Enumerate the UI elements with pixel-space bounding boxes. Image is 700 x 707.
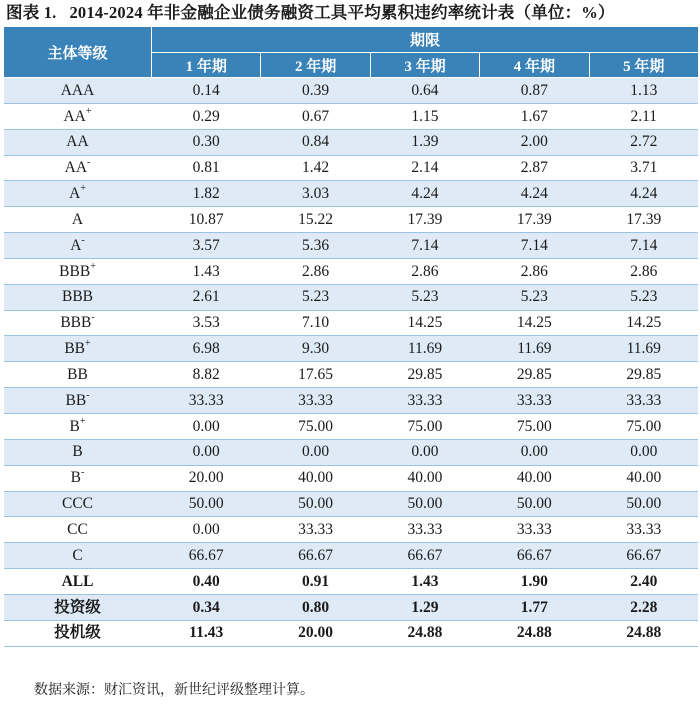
rating-cell — [4, 310, 152, 336]
rate-cell: 0.67 — [261, 103, 370, 129]
rate-cell: 50.00 — [152, 491, 261, 517]
rate-cell: 7.14 — [589, 233, 698, 259]
rate-cell: 0.87 — [480, 78, 589, 104]
rate-cell: 40.00 — [480, 465, 589, 491]
rate-cell: 50.00 — [480, 491, 589, 517]
rate-cell: 8.82 — [152, 362, 261, 388]
rate-cell: 33.33 — [480, 517, 589, 543]
rate-cell: 11.69 — [480, 336, 589, 362]
rate-cell: 11.43 — [152, 620, 261, 646]
rate-cell: 14.25 — [480, 310, 589, 336]
rate-cell: 17.39 — [370, 207, 479, 233]
rate-cell: 17.65 — [261, 362, 370, 388]
table-row — [4, 543, 699, 569]
rate-cell: 1.90 — [480, 569, 589, 595]
rate-cell: 75.00 — [480, 413, 589, 439]
rate-cell: 1.67 — [480, 103, 589, 129]
rating-label: 投资级 — [54, 598, 101, 616]
rating-modifier: + — [79, 415, 86, 427]
table-body — [4, 78, 699, 647]
rate-cell: 29.85 — [480, 362, 589, 388]
rate-cell: 7.10 — [261, 310, 370, 336]
rating-label: A — [70, 236, 82, 254]
rate-cell: 0.00 — [152, 439, 261, 465]
rate-cell: 17.39 — [589, 207, 698, 233]
rate-cell: 33.33 — [261, 388, 370, 414]
rate-cell: 24.88 — [480, 620, 589, 646]
rating-modifier: + — [90, 260, 96, 272]
rating-cell — [4, 207, 152, 233]
table-row — [4, 258, 699, 284]
rate-cell: 0.00 — [261, 439, 370, 465]
rate-cell: 6.98 — [152, 336, 261, 362]
table-row — [4, 103, 699, 129]
rating-label: B — [72, 443, 83, 461]
rate-cell: 11.69 — [589, 336, 698, 362]
rate-cell: 75.00 — [370, 413, 479, 439]
table-header — [4, 27, 699, 78]
rate-cell: 33.33 — [261, 517, 370, 543]
rate-cell: 4.24 — [370, 181, 479, 207]
rate-cell: 0.14 — [152, 78, 261, 104]
rate-cell: 33.33 — [589, 517, 698, 543]
rating-cell — [4, 362, 152, 388]
rating-cell — [4, 543, 152, 569]
rate-cell: 14.25 — [589, 310, 698, 336]
rate-cell: 4.24 — [589, 181, 698, 207]
rate-cell: 2.86 — [370, 258, 479, 284]
rating-modifier: - — [86, 389, 90, 401]
rate-cell: 2.72 — [589, 129, 698, 155]
rate-cell: 5.23 — [589, 284, 698, 310]
rating-modifier: + — [85, 338, 91, 350]
rate-cell: 75.00 — [589, 413, 698, 439]
rating-label: CCC — [61, 495, 93, 513]
rate-cell: 3.53 — [152, 310, 261, 336]
rate-cell: 0.00 — [152, 413, 261, 439]
rating-cell — [4, 129, 152, 155]
rating-label: B — [69, 417, 80, 435]
rate-cell: 3.71 — [589, 155, 698, 181]
rating-modifier: + — [80, 183, 86, 195]
rate-cell: 75.00 — [261, 413, 370, 439]
period-header-3y: 3 年期 — [370, 53, 479, 78]
rate-cell: 33.33 — [152, 388, 261, 414]
rate-cell: 2.28 — [589, 594, 698, 620]
rate-cell: 2.61 — [152, 284, 261, 310]
rating-cell — [4, 336, 152, 362]
rate-cell: 14.25 — [370, 310, 479, 336]
rate-cell: 33.33 — [370, 388, 479, 414]
rating-column-header: 主体等级 — [4, 27, 152, 78]
rating-modifier: + — [85, 105, 92, 117]
rating-cell — [4, 620, 152, 646]
rate-cell: 4.24 — [480, 181, 589, 207]
rating-cell — [4, 594, 152, 620]
rate-cell: 66.67 — [261, 543, 370, 569]
rating-modifier: - — [81, 467, 85, 479]
rating-label: C — [72, 546, 83, 564]
rating-cell — [4, 491, 152, 517]
period-header-5y: 5 年期 — [589, 53, 698, 78]
rate-cell: 11.69 — [370, 336, 479, 362]
rating-cell — [4, 78, 152, 104]
rating-label: BBB — [59, 262, 91, 280]
rate-cell: 1.42 — [261, 155, 370, 181]
rate-cell: 66.67 — [480, 543, 589, 569]
rating-cell — [4, 465, 152, 491]
table-row — [4, 336, 699, 362]
rate-cell: 40.00 — [370, 465, 479, 491]
rate-cell: 1.13 — [589, 78, 698, 104]
rate-cell: 20.00 — [261, 620, 370, 646]
rate-cell: 0.00 — [480, 439, 589, 465]
table-row — [4, 181, 699, 207]
rating-modifier: - — [87, 157, 91, 169]
rate-cell: 0.00 — [589, 439, 698, 465]
table-row — [4, 594, 699, 620]
rate-cell: 66.67 — [589, 543, 698, 569]
table-row — [4, 465, 699, 491]
rate-cell: 40.00 — [261, 465, 370, 491]
table-row — [4, 233, 699, 259]
table-row — [4, 413, 699, 439]
period-group-header: 期限 — [152, 27, 699, 53]
table-row — [4, 284, 699, 310]
table-row — [4, 207, 699, 233]
rate-cell: 33.33 — [480, 388, 589, 414]
rate-cell: 50.00 — [589, 491, 698, 517]
rating-label: B — [70, 469, 81, 487]
rate-cell: 0.84 — [261, 129, 370, 155]
rate-cell: 0.91 — [261, 569, 370, 595]
table-row — [4, 78, 699, 104]
rate-cell: 1.43 — [152, 258, 261, 284]
rating-label: BB — [65, 391, 87, 409]
rating-cell — [4, 439, 152, 465]
table-row — [4, 155, 699, 181]
rate-cell: 0.30 — [152, 129, 261, 155]
rate-cell: 5.23 — [261, 284, 370, 310]
rate-cell: 20.00 — [152, 465, 261, 491]
table-row — [4, 620, 699, 646]
rate-cell: 0.64 — [370, 78, 479, 104]
rating-label: AA — [64, 159, 88, 177]
rating-label: ALL — [61, 572, 94, 590]
rate-cell: 0.81 — [152, 155, 261, 181]
rating-cell — [4, 181, 152, 207]
rate-cell: 7.14 — [370, 233, 479, 259]
rating-label: BB — [64, 340, 86, 358]
rating-cell — [4, 258, 152, 284]
period-header-2y: 2 年期 — [261, 53, 370, 78]
rating-modifier: - — [91, 312, 95, 324]
rate-cell: 2.14 — [370, 155, 479, 181]
rate-cell: 2.86 — [261, 258, 370, 284]
rate-cell: 9.30 — [261, 336, 370, 362]
rating-label: AAA — [60, 81, 95, 99]
rating-label: CC — [67, 521, 88, 539]
rating-label: BB — [67, 365, 88, 383]
rate-cell: 1.15 — [370, 103, 479, 129]
rating-label: AA — [66, 133, 89, 151]
rate-cell: 24.88 — [370, 620, 479, 646]
rating-label: A — [69, 185, 81, 203]
rate-cell: 2.87 — [480, 155, 589, 181]
table-row — [4, 129, 699, 155]
rate-cell: 2.86 — [480, 258, 589, 284]
rate-cell: 3.57 — [152, 233, 261, 259]
rating-cell — [4, 517, 152, 543]
rate-cell: 7.14 — [480, 233, 589, 259]
table-row — [4, 491, 699, 517]
rate-cell: 15.22 — [261, 207, 370, 233]
rating-modifier: - — [81, 234, 85, 246]
rating-label: BBB — [61, 288, 93, 306]
rate-cell: 33.33 — [370, 517, 479, 543]
rating-label: A — [71, 210, 84, 228]
rate-cell: 2.00 — [480, 129, 589, 155]
rate-cell: 1.77 — [480, 594, 589, 620]
rating-cell — [4, 569, 152, 595]
rating-cell — [4, 155, 152, 181]
rate-cell: 29.85 — [589, 362, 698, 388]
rate-cell: 3.03 — [261, 181, 370, 207]
rate-cell: 66.67 — [152, 543, 261, 569]
rating-cell — [4, 233, 152, 259]
rating-label: BBB — [60, 314, 92, 332]
rating-cell — [4, 284, 152, 310]
table-row — [4, 388, 699, 414]
rate-cell: 40.00 — [589, 465, 698, 491]
rate-cell: 2.11 — [589, 103, 698, 129]
rating-label: AA — [63, 107, 86, 125]
rating-cell — [4, 388, 152, 414]
rate-cell: 5.23 — [370, 284, 479, 310]
rate-cell: 5.23 — [480, 284, 589, 310]
rate-cell: 1.39 — [370, 129, 479, 155]
table-row — [4, 517, 699, 543]
rate-cell: 33.33 — [589, 388, 698, 414]
rate-cell: 0.40 — [152, 569, 261, 595]
period-header-1y: 1 年期 — [152, 53, 261, 78]
rating-label: 投机级 — [54, 624, 101, 642]
rate-cell: 1.43 — [370, 569, 479, 595]
rate-cell: 29.85 — [370, 362, 479, 388]
data-source-note: 数据来源：财汇资讯，新世纪评级整理计算。 — [34, 683, 314, 698]
table-row — [4, 439, 699, 465]
rate-cell: 0.39 — [261, 78, 370, 104]
table-row — [4, 310, 699, 336]
table-title: 图表 1. 2014-2024 年非金融企业债务融资工具平均累积违约率统计表（单位：%） — [6, 3, 615, 22]
table-row — [4, 362, 699, 388]
rate-cell: 2.86 — [589, 258, 698, 284]
rate-cell: 24.88 — [589, 620, 698, 646]
rate-cell: 0.00 — [152, 517, 261, 543]
rating-cell — [4, 413, 152, 439]
period-header-4y: 4 年期 — [480, 53, 589, 78]
rate-cell: 0.29 — [152, 103, 261, 129]
rate-cell: 17.39 — [480, 207, 589, 233]
rate-cell: 66.67 — [370, 543, 479, 569]
rate-cell: 1.29 — [370, 594, 479, 620]
rate-cell: 10.87 — [152, 207, 261, 233]
rating-cell — [4, 103, 152, 129]
rate-cell: 0.80 — [261, 594, 370, 620]
rate-cell: 1.82 — [152, 181, 261, 207]
rate-cell: 50.00 — [370, 491, 479, 517]
rate-cell: 0.00 — [370, 439, 479, 465]
table-row — [4, 569, 699, 595]
rate-cell: 0.34 — [152, 594, 261, 620]
default-rate-table — [3, 26, 699, 647]
rate-cell: 5.36 — [261, 233, 370, 259]
rate-cell: 2.40 — [589, 569, 698, 595]
rate-cell: 50.00 — [261, 491, 370, 517]
